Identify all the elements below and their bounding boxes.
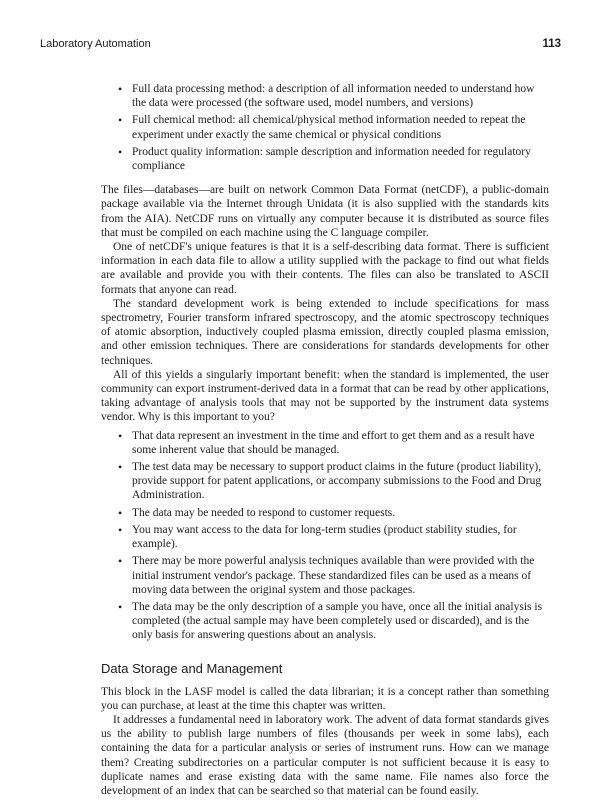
paragraph: The standard development work is being extended to include specifications for mass spectrometry, Fourier transform infrared spectroscopy, and the atomic spectroscopy techniques of atomic absorption, inductively coupled plasma emission, directly coupled plasma emission, and other emission techniques. There are considerations for standards developments for other techniques. bbox=[101, 297, 549, 367]
paragraph: One of netCDF's unique features is that it is a self-describing data format. There is sufficient information in each data file to allow a utility supplied with the package to find out what fields are available and provide you with their contents. The files can also be translated to ASCII formats that anyone can read. bbox=[101, 241, 549, 296]
running-header bbox=[40, 36, 561, 52]
page-number: 113 bbox=[542, 38, 561, 50]
paragraph: The files—databases—are built on network Common Data Format (netCDF), a public-domain package available via the Internet through Unidata (it is also supplied with the standards kits from the AIA). NetCDF runs on virtually any computer because it is distributed as source files that must be compiled on each machine using the C language compiler. bbox=[101, 184, 549, 239]
paragraph: This block in the LASF model is called the data librarian; it is a concept rather than something you can purchase, at least at the time this chapter was written. bbox=[101, 685, 549, 712]
list-item: • Full data processing method: a description of all information needed to understand how the data were processed (the software used, model numbers, and versions) bbox=[132, 82, 549, 110]
running-title: Laboratory Automation bbox=[40, 38, 151, 50]
list-item: • The test data may be necessary to support product claims in the future (product liability), provide support for patent applications, or accompany submissions to the Food and Drug Administration. bbox=[132, 460, 549, 503]
page-body bbox=[101, 82, 549, 798]
list-item: • Product quality information: sample description and information needed for regulatory compliance bbox=[132, 145, 549, 173]
bullet-list-data-requirements bbox=[101, 82, 549, 173]
list-item: • Full chemical method: all chemical/physical method information needed to repeat the experiment under exactly the same chemical or physical conditions bbox=[132, 113, 549, 141]
paragraph: It addresses a fundamental need in laboratory work. The advent of data format standards gives us the ability to publish large numbers of files (thousands per week in some labs), each containing the data for a particular analysis or series of instrument runs. How can we manage them? Creating subdirectories on a particular computer is not sufficient because it is easy to duplicate names and erase existing data with the same name. File names also force the development of an index that can be searched so that material can be found easily. bbox=[101, 713, 549, 797]
bullet-list-benefits bbox=[101, 429, 549, 643]
list-item: • The data may be the only description of a sample you have, once all the initial analysis is completed (the actual sample may have been completely used or discarded), and is the only basis for answering questions about an analysis. bbox=[132, 600, 549, 643]
section-heading: Data Storage and Management bbox=[101, 660, 283, 676]
list-item: • The data may be needed to respond to customer requests. bbox=[132, 506, 549, 520]
list-item: • You may want access to the data for long-term studies (product stability studies, for example). bbox=[132, 523, 549, 551]
paragraph: All of this yields a singularly important benefit: when the standard is implemented, the user community can export instrument-derived data in a format that can be read by other applications, taking advantage of analysis tools that may not be supported by the instrument data systems vendor. Why is this important to you? bbox=[101, 368, 549, 424]
list-item: • There may be more powerful analysis techniques available than were provided with the initial instrument vendor's package. These standardized files can be used as a means of moving data between the original system and those packages. bbox=[132, 554, 549, 597]
list-item: • That data represent an investment in the time and effort to get them and as a result have some inherent value that should be managed. bbox=[132, 429, 549, 457]
